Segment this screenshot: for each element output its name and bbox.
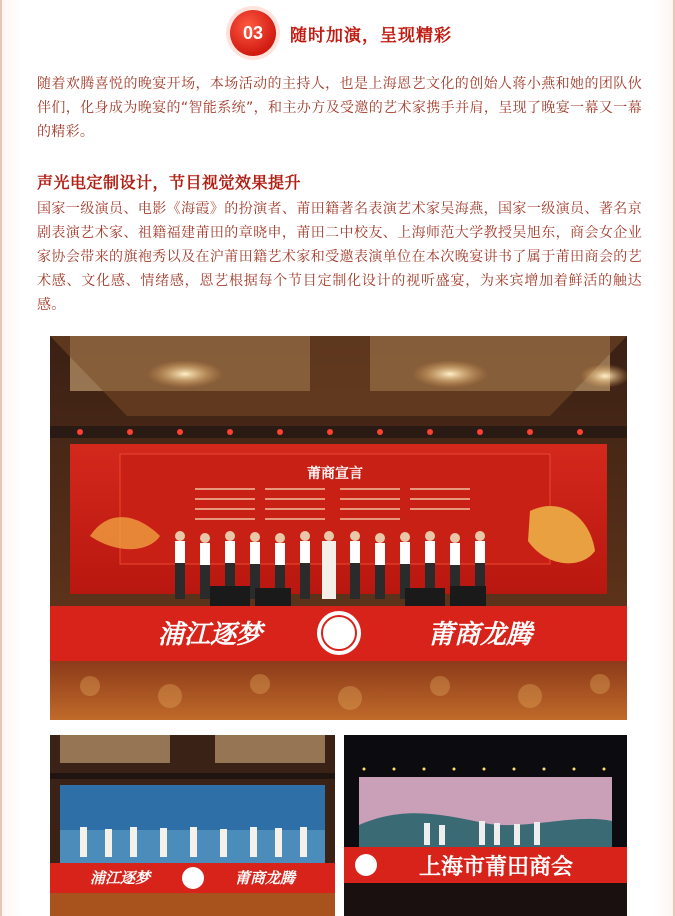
qipao-show-illustration [50, 735, 335, 916]
bottom-left-photo [50, 735, 335, 916]
section-header [230, 10, 452, 56]
body-paragraph: 国家一级演员、电影《海霞》的扮演者、莆田籍著名表演艺术家吴海燕，国家一级演员、著名京剧表演艺术家、祖籍福建莆田的章晓申，莆田二中校友、上海师范大学教授吴旭东，商会女企业家协会带来的旗袍秀以及在沪莆田籍艺术家和受邀表演单位在本次晚宴讲书了属于莆田商会的艺术感、文化感、情绪感，恩艺根据每个节目定制化设计的视听盛宴，为来宾增加着鲜活的触达感。 [37, 201, 642, 313]
intro-paragraph: 随着欢腾喜悦的晚宴开场，本场活动的主持人，也是上海恩艺文化的创始人蒋小燕和她的团队伙伴们，化身成为晚宴的“智能系统”，和主办方及受邀的艺术家携手并肩，呈现了晚宴一幕又一幕的精彩。 [37, 76, 642, 140]
bl-emblem-icon [182, 867, 204, 889]
br-emblem-icon [355, 854, 377, 876]
section-number-badge: 03 [230, 10, 276, 56]
section-title: 随时加演，呈现精彩 [290, 25, 452, 46]
main-stage-illustration [50, 336, 627, 720]
bottom-right-photo [344, 735, 627, 916]
chamber-emblem-icon [317, 611, 361, 655]
subheading: 声光电定制设计，节目视觉效果提升 [37, 173, 302, 192]
stage-banner-left: 浦江逐梦 [157, 620, 263, 650]
stage-banner-right: 莆商龙腾 [427, 620, 533, 650]
frame-edge-right [653, 0, 673, 916]
br-banner: 上海市莆田商会 [418, 854, 574, 880]
main-stage-photo [50, 336, 627, 720]
dance-performance-illustration [344, 735, 627, 916]
frame-edge-left [2, 0, 22, 916]
screen-title: 莆商宣言 [307, 466, 363, 482]
bl-banner-left: 浦江逐梦 [89, 869, 151, 887]
bl-banner-right: 莆商龙腾 [234, 869, 296, 887]
